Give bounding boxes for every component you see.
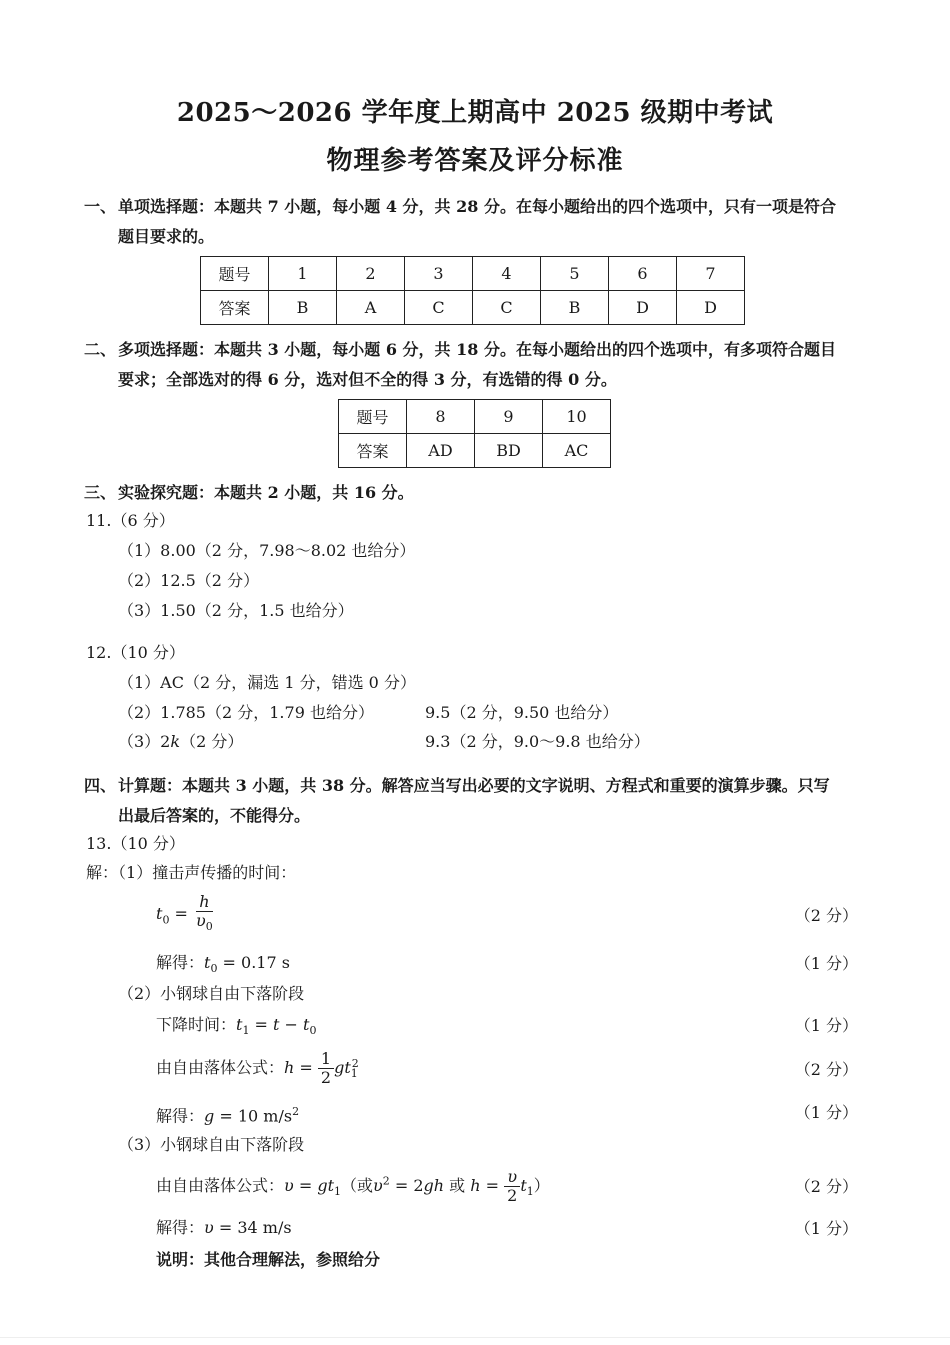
- q13-freefall-formula: 由自由落体公式：h = $\frac{1}{2}$ $gt_1^2$: [156, 1049, 359, 1087]
- q13-solve-label: 解：: [86, 863, 119, 882]
- q12-a3-variable: k: [170, 732, 181, 751]
- section2-number: 二、: [84, 340, 117, 359]
- q13-note: 说明：其他合理解法，参照给分: [156, 1250, 381, 1269]
- q13-result-t0-label: 解得：: [156, 953, 205, 972]
- table-cell: AC: [543, 434, 611, 468]
- table-cell: 6: [609, 257, 677, 291]
- section4-number: 四、: [84, 776, 117, 795]
- table-cell: D: [677, 291, 745, 325]
- q13-result-v-value: = 34 m/s: [213, 1218, 292, 1237]
- q13-alt-mid: 或: [449, 1176, 466, 1195]
- section1-answer-table: [200, 256, 745, 325]
- table-cell: A: [337, 291, 405, 325]
- table-cell: 2: [337, 257, 405, 291]
- q13-result-v: 解得：υ = 34 m/s: [156, 1218, 292, 1237]
- q12-a3-prefix: （3）2: [118, 732, 171, 751]
- q11-answer-1: （1）8.00（2 分，7.98～8.02 也给分）: [118, 541, 416, 560]
- section2-instructions: [84, 335, 874, 395]
- q12-answer-1: （1）AC（2 分，漏选 1 分，错选 0 分）: [118, 673, 416, 692]
- table-row: [201, 291, 745, 325]
- section3-text: 实验探究题：本题共 2 小题，共 16 分。: [118, 483, 414, 502]
- q13-fall-time-label: 下降时间：: [156, 1015, 237, 1034]
- table-header-cell: 答案: [339, 434, 407, 468]
- q13-part3-text: （3）小钢球自由下落阶段: [118, 1135, 305, 1154]
- section2-text-line1: 多项选择题：本题共 3 小题，每小题 6 分，共 18 分。在每小题给出的四个选项中，有多项符合题目: [118, 340, 836, 359]
- table-cell: AD: [407, 434, 475, 468]
- q13-result-v-label: 解得：: [156, 1218, 205, 1237]
- q13-score-5: （1 分）: [794, 1103, 858, 1122]
- table-cell: 9: [475, 400, 543, 434]
- table-cell: 1: [269, 257, 337, 291]
- section3-number: 三、: [84, 483, 117, 502]
- table-cell: C: [473, 291, 541, 325]
- table-cell: 8: [407, 400, 475, 434]
- table-header-cell: 题号: [339, 400, 407, 434]
- q11-answer-2: （2）12.5（2 分）: [118, 571, 260, 590]
- table-header-cell: 答案: [201, 291, 269, 325]
- section1-text-line2: 题目要求的。: [118, 227, 215, 246]
- q13-result-t0: 解得：$t_0 = 0.17$ s: [156, 953, 290, 976]
- q13-score-1: （2 分）: [794, 906, 858, 925]
- q12-answer-2-left: （2）1.785（2 分，1.79 也给分）: [118, 703, 374, 722]
- q12-a3-suffix: （2 分）: [180, 732, 244, 751]
- q12-answer-3-left: [118, 730, 243, 754]
- table-row: [339, 434, 611, 468]
- q13-part1-text: （1）撞击声传播的时间：: [118, 863, 297, 882]
- page-bottom-divider: [0, 1337, 950, 1338]
- q13-result-g-label: 解得：: [156, 1106, 205, 1126]
- table-cell: 7: [677, 257, 745, 291]
- q13-alt-prefix: （或: [341, 1176, 374, 1195]
- table-cell: C: [405, 291, 473, 325]
- q11-answer-3: （3）1.50（2 分，1.5 也给分）: [118, 601, 354, 620]
- q13-result-t0-value: = 0.17 s: [217, 953, 290, 972]
- q13-formula-t0: $t_0$ = $\frac{h}{\upsilon_0}$: [156, 892, 213, 934]
- q12-heading: 12.（10 分）: [86, 643, 185, 662]
- q13-velocity-formula: 由自由落体公式：$\upsilon = gt_1$（或$\upsilon^2 = 2gh$ 或 h = $\frac{\upsilon}{2}$ $t_1$）: [156, 1167, 550, 1205]
- table-row: [339, 400, 611, 434]
- q13-part1-line: [86, 861, 296, 885]
- section2-answer-table: [338, 399, 611, 468]
- section1-instructions: [84, 192, 874, 252]
- section4-text-line2: 出最后答案的，不能得分。: [118, 806, 311, 825]
- q13-score-2: （1 分）: [794, 954, 858, 973]
- exam-subtitle: 物理参考答案及评分标准: [326, 146, 624, 176]
- q13-velocity-label: 由自由落体公式：: [156, 1176, 285, 1195]
- table-cell: 4: [473, 257, 541, 291]
- table-cell: D: [609, 291, 677, 325]
- q13-freefall-label: 由自由落体公式：: [156, 1058, 285, 1077]
- q13-score-3: （1 分）: [794, 1016, 858, 1035]
- section3-instructions: [84, 478, 874, 508]
- q13-score-6: （2 分）: [794, 1177, 858, 1196]
- table-cell: B: [541, 291, 609, 325]
- table-cell: 5: [541, 257, 609, 291]
- q13-result-g-value: = 10 m/s: [214, 1106, 293, 1126]
- q11-heading: 11.（6 分）: [86, 511, 175, 530]
- section1-number: 一、: [84, 197, 117, 216]
- q13-score-4: （2 分）: [794, 1060, 858, 1079]
- q13-part2-text: （2）小钢球自由下落阶段: [118, 984, 305, 1003]
- exam-title: 2025～2026 学年度上期高中 2025 级期中考试: [176, 98, 774, 128]
- q12-answer-2-right: 9.5（2 分，9.50 也给分）: [425, 703, 619, 722]
- table-row: [201, 257, 745, 291]
- table-cell: 10: [543, 400, 611, 434]
- q13-heading: 13.（10 分）: [86, 834, 185, 853]
- section4-instructions: [84, 771, 874, 831]
- q13-fall-time: 下降时间：$t_1 = t - t_0$: [156, 1015, 317, 1038]
- section4-text-line1: 计算题：本题共 3 小题，共 38 分。解答应当写出必要的文字说明、方程式和重要的演算步骤。只写: [118, 776, 830, 795]
- table-header-cell: 题号: [201, 257, 269, 291]
- table-cell: BD: [475, 434, 543, 468]
- q13-score-7: （1 分）: [794, 1219, 858, 1238]
- section1-text-line1: 单项选择题：本题共 7 小题，每小题 4 分，共 28 分。在每小题给出的四个选项中，只有一项是符合: [118, 197, 836, 216]
- table-cell: B: [269, 291, 337, 325]
- q12-answer-3-right: 9.3（2 分，9.0～9.8 也给分）: [425, 732, 650, 751]
- table-cell: 3: [405, 257, 473, 291]
- q13-result-g: 解得：g = 10 $m/s^2$: [156, 1105, 300, 1126]
- section2-text-line2: 要求；全部选对的得 6 分，选对但不全的得 3 分，有选错的得 0 分。: [118, 370, 617, 389]
- q13-alt-suffix: ）: [533, 1176, 550, 1195]
